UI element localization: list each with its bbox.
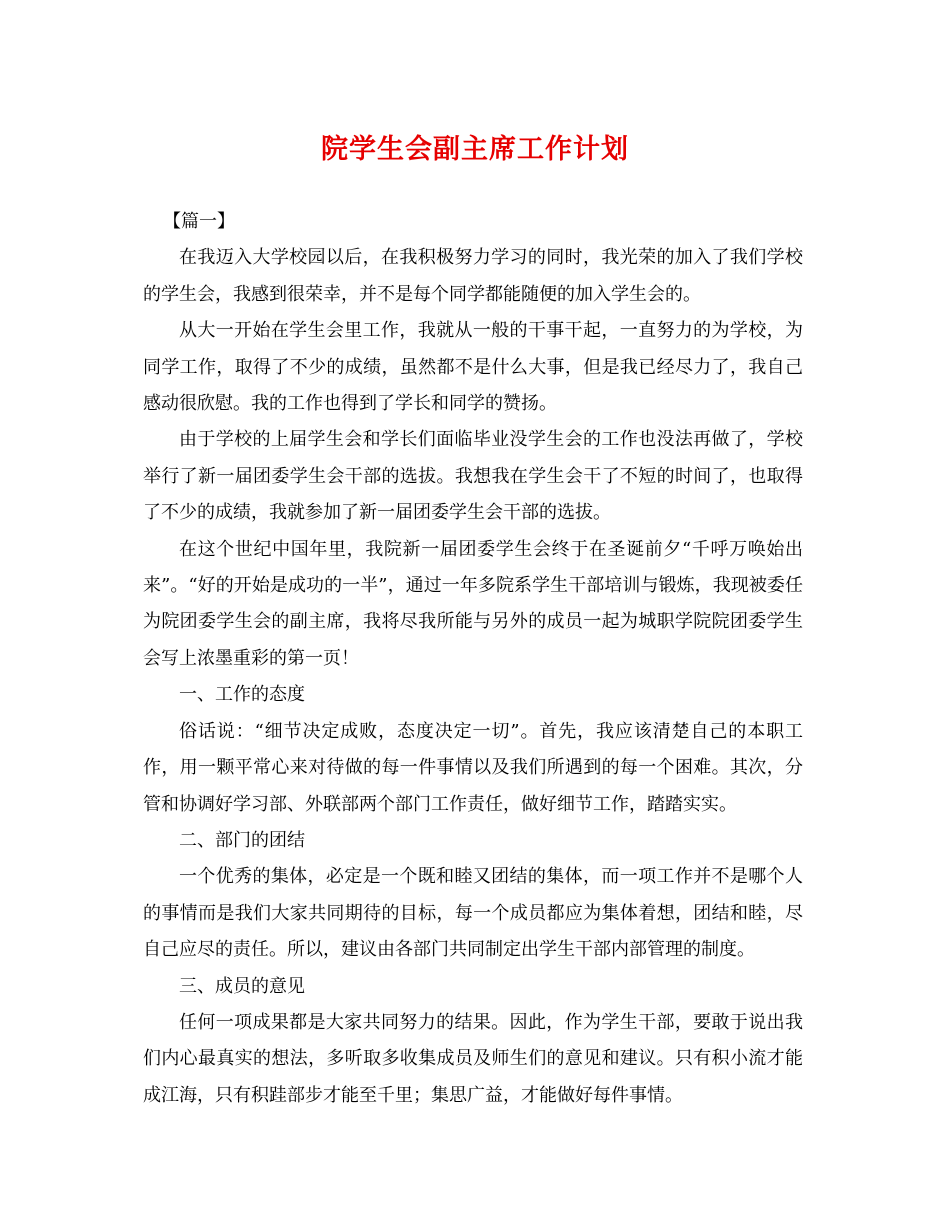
body-paragraph: 任何一项成果都是大家共同努力的结果。因此，作为学生干部，要敢于说出我们内心最真实的想法，多听取多收集成员及师生们的意见和建议。只有积小流才能成江海，只有积跬部步才能至千里；集思广益，才能做好每件事情。 bbox=[143, 1011, 803, 1106]
body-paragraph: 俗话说：“细节决定成败，态度决定一切”。首先，我应该清楚自己的本职工作，用一颗平常心来对待做的每一件事情以及我们所遇到的每一个困难。其次，分管和协调好学习部、外联部两个部门工作责任，做好细节工作，踏踏实实。 bbox=[143, 720, 803, 815]
body-paragraph: 在这个世纪中国年里，我院新一届团委学生会终于在圣诞前夕“千呼万唤始出来”。“好的开始是成功的一半”，通过一年多院系学生干部培训与锻炼，我现被委任为院团委学生会的副主席，我将尽我所能与另外的成员一起为城职学院院团委学生会写上浓墨重彩的第一页！ bbox=[143, 538, 803, 669]
document-title: 院学生会副主席工作计划 bbox=[321, 134, 629, 165]
section-label: 【篇一】 bbox=[163, 211, 235, 232]
section-heading: 二、部门的团结 bbox=[179, 829, 305, 851]
document-body bbox=[143, 204, 803, 1114]
body-paragraph: 在我迈入大学校园以后，在我积极努力学习的同时，我光荣的加入了我们学校的学生会，我感到很荣幸，并不是每个同学都能随便的加入学生会的。 bbox=[143, 247, 803, 305]
body-paragraph: 一个优秀的集体，必定是一个既和睦又团结的集体，而一项工作并不是哪个人的事情而是我们大家共同期待的目标，每一个成员都应为集体着想，团结和睦，尽自己应尽的责任。所以，建议由各部门共同制定出学生干部内部管理的制度。 bbox=[143, 866, 803, 961]
section-heading: 一、工作的态度 bbox=[179, 684, 305, 706]
body-paragraph: 由于学校的上届学生会和学长们面临毕业没学生会的工作也没法再做了，学校举行了新一届团委学生会干部的选拔。我想我在学生会干了不短的时间了，也取得了不少的成绩，我就参加了新一届团委学生会干部的选拔。 bbox=[143, 429, 803, 524]
body-paragraph: 从大一开始在学生会里工作，我就从一般的干事干起，一直努力的为学校，为同学工作，取得了不少的成绩，虽然都不是什么大事，但是我已经尽力了，我自己感动很欣慰。我的工作也得到了学长和同学的赞扬。 bbox=[143, 320, 803, 415]
section-heading: 三、成员的意见 bbox=[179, 975, 305, 997]
